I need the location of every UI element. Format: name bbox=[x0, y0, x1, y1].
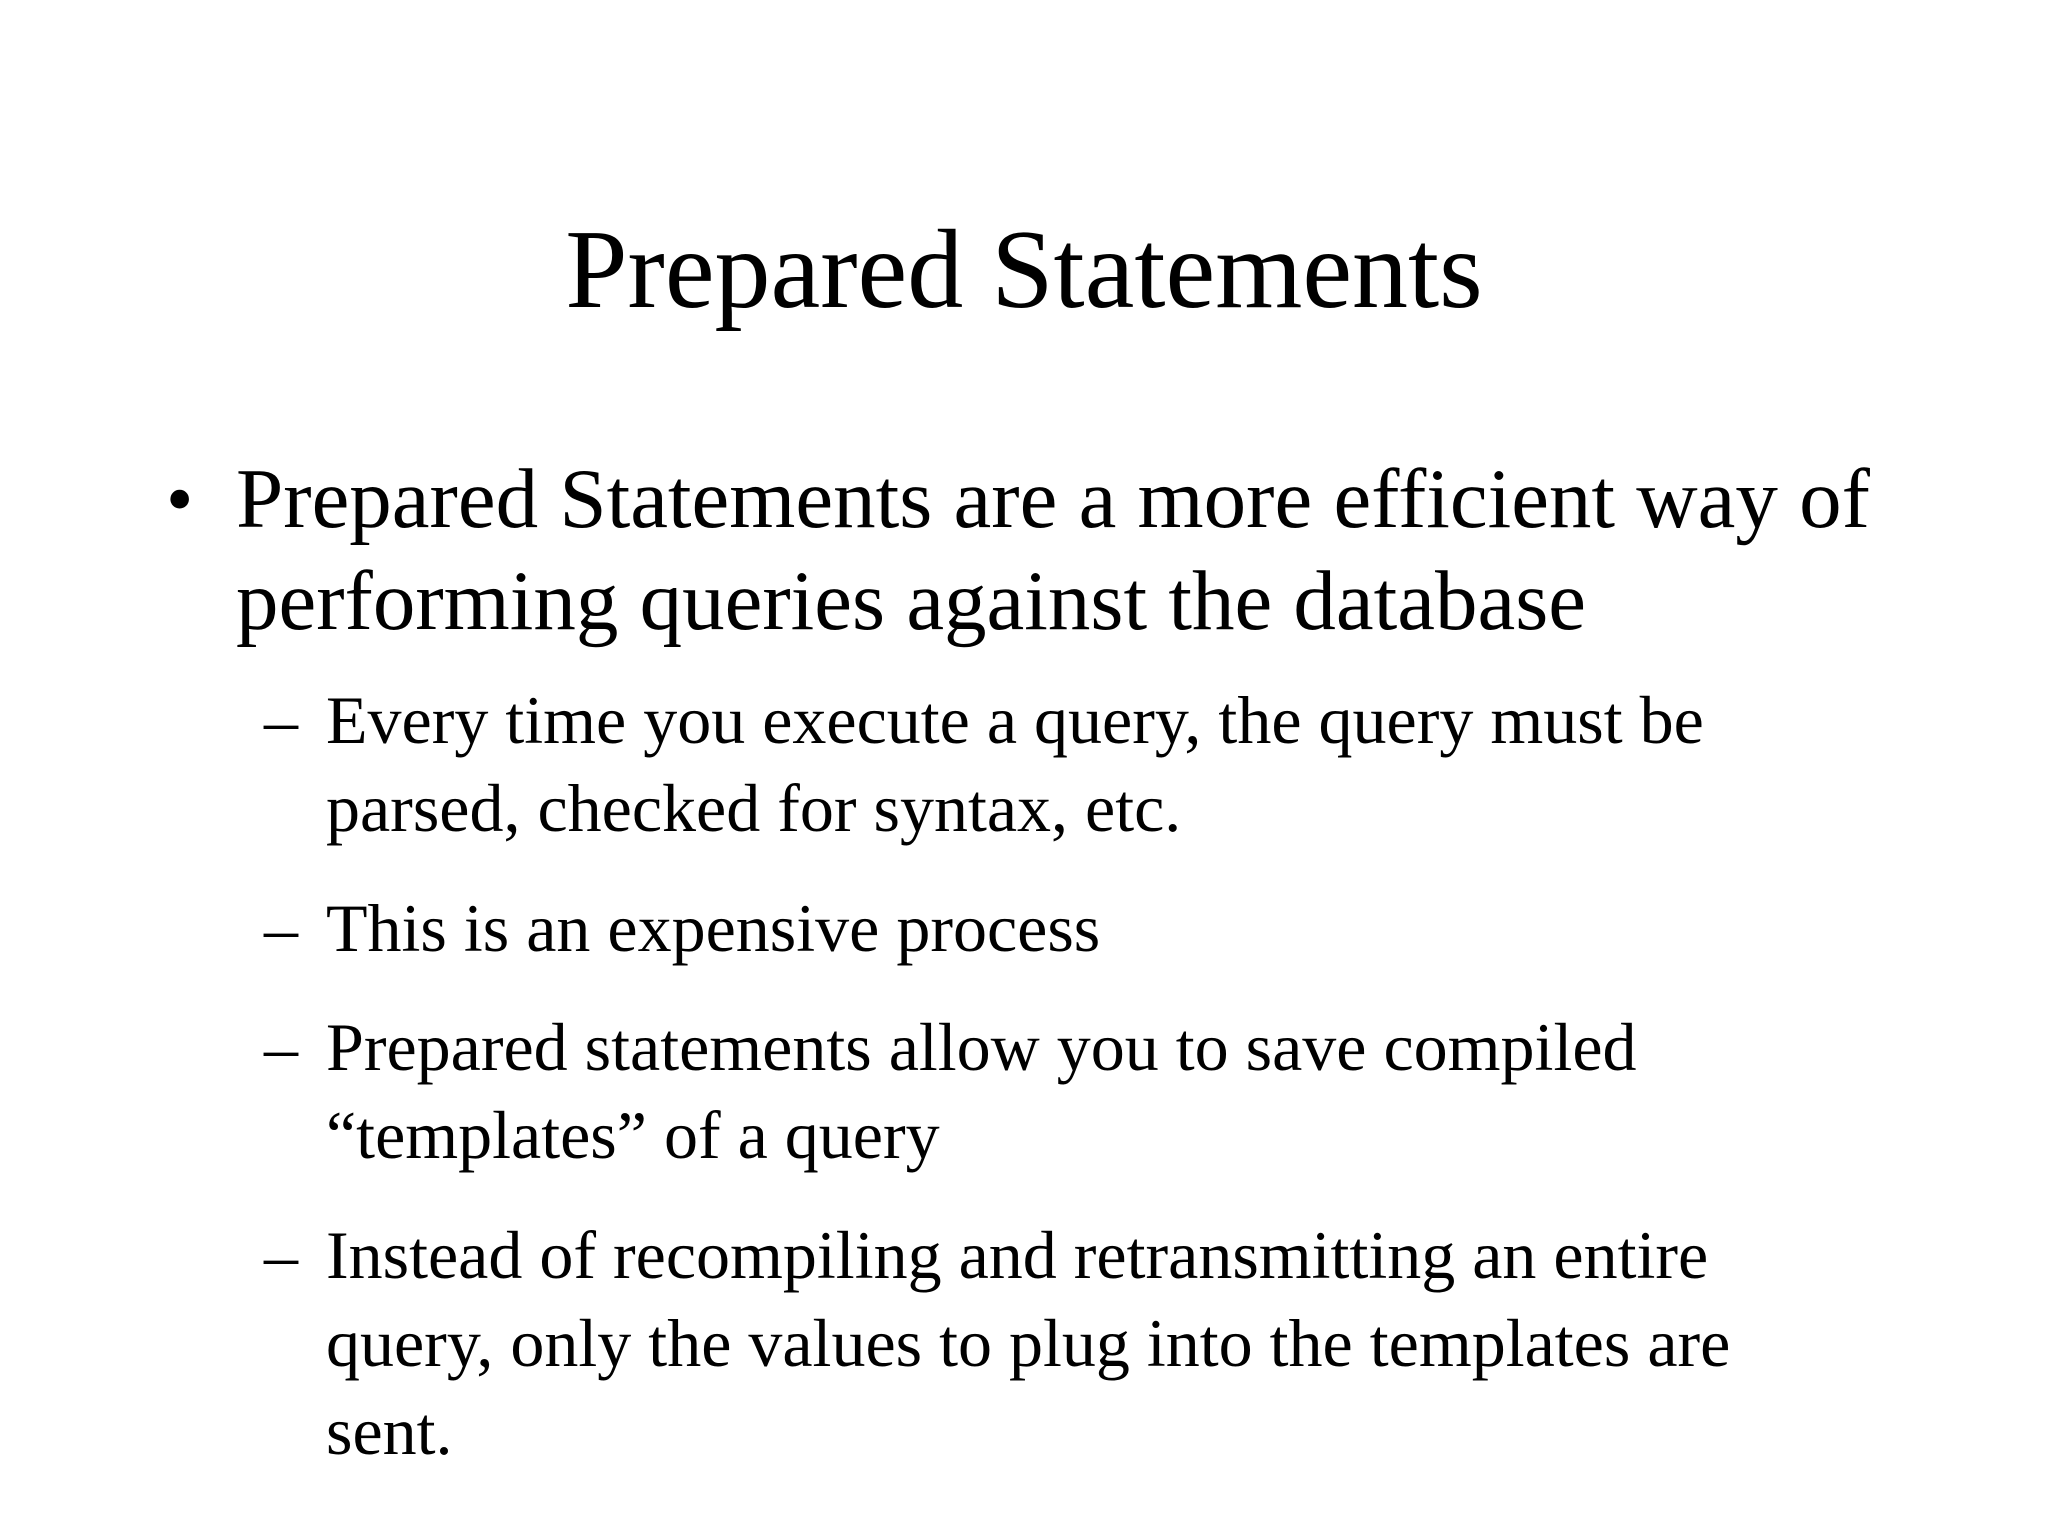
main-bullet-line: Prepared Statements are a more efficient way of bbox=[236, 452, 1870, 546]
sub-bullet-line: Every time you execute a query, the query must be bbox=[326, 682, 1704, 758]
dash-icon: – bbox=[264, 890, 298, 966]
sub-bullet-line: This is an expensive process bbox=[326, 890, 1101, 966]
sub-bullet-line: Instead of recompiling and retransmitting an entire bbox=[326, 1217, 1709, 1293]
dash-icon: – bbox=[264, 1009, 298, 1085]
slide-title: Prepared Statements bbox=[565, 208, 1483, 332]
main-bullet bbox=[166, 448, 1916, 652]
sub-bullet bbox=[264, 1003, 1886, 1179]
bullet-icon: • bbox=[166, 455, 194, 542]
sub-bullet-line: Prepared statements allow you to save compiled bbox=[326, 1009, 1637, 1085]
sub-bullet-line: query, only the values to plug into the templates are bbox=[326, 1305, 1731, 1381]
sub-bullet bbox=[264, 676, 1886, 852]
sub-bullet-line: parsed, checked for syntax, etc. bbox=[326, 770, 1182, 846]
main-bullet-line: performing queries against the database bbox=[236, 554, 1587, 648]
sub-bullet-line: sent. bbox=[326, 1393, 453, 1469]
dash-icon: – bbox=[264, 1217, 298, 1293]
dash-icon: – bbox=[264, 682, 298, 758]
sub-bullet-line: “templates” of a query bbox=[326, 1097, 940, 1173]
sub-bullet bbox=[264, 884, 1886, 972]
sub-bullet bbox=[264, 1211, 1886, 1475]
